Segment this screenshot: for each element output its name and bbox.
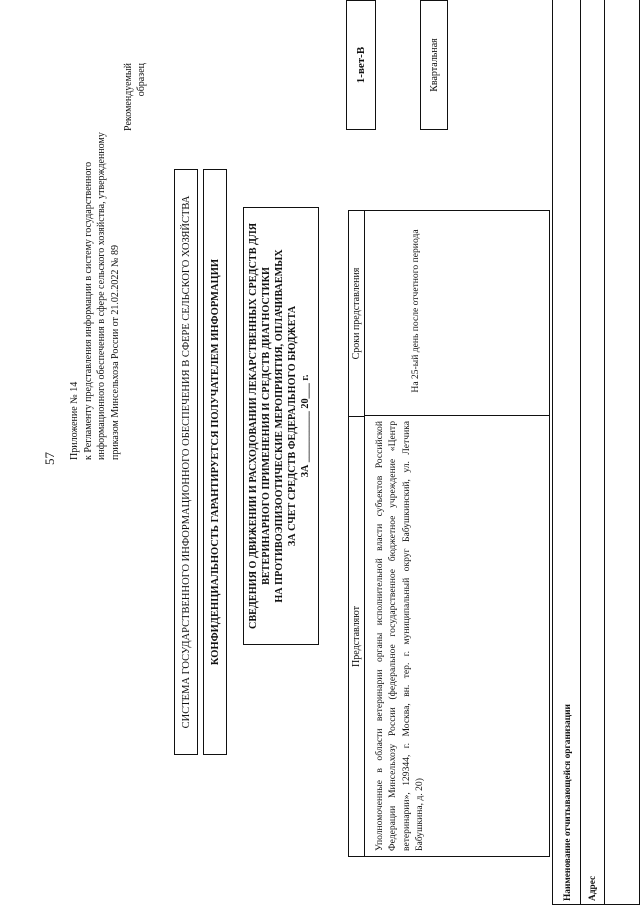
deadline-cell: На 25-ый день после отчетного периода xyxy=(410,229,421,393)
column-divider xyxy=(365,415,549,416)
report-title-line: ЗА СЧЕТ СРЕДСТВ ФЕДЕРАЛЬНОГО БЮДЖЕТА xyxy=(287,305,298,547)
system-title: СИСТЕМА ГОСУДАРСТВЕННОГО ИНФОРМАЦИОННОГО ОБЕСПЕЧЕНИЯ В СФЕРЕ СЕЛЬСКОГО ХОЗЯЙСТВА xyxy=(180,195,192,729)
appendix-line: Приложение № 14 xyxy=(69,381,80,460)
report-title-line: НА ПРОТИВОЭПИЗООТИЧЕСКИЕ МЕРОПРИЯТИЯ, ОПЛАЧИВАЕМЫХ xyxy=(274,249,285,603)
form-code: 1-вет-В xyxy=(355,46,367,84)
submission-table xyxy=(348,210,550,857)
report-title-box xyxy=(243,207,319,645)
appendix-line: информационного обеспечения в сфере сельского хозяйства, утвержденному xyxy=(96,132,107,460)
periodicity: Квартальная xyxy=(428,38,440,92)
system-title-box xyxy=(174,169,198,755)
address-row xyxy=(580,0,604,905)
blank-row xyxy=(604,0,640,905)
periodicity-box xyxy=(420,0,448,130)
form-code-box xyxy=(346,0,376,130)
organization-block xyxy=(552,0,640,905)
report-title-line: ВЕТЕРИНАРНОГО ПРИМЕНЕНИЯ И СРЕДСТВ ДИАГНОСТИКИ xyxy=(261,267,272,585)
org-name-row xyxy=(552,0,580,905)
appendix-note xyxy=(68,60,122,460)
report-title-line: СВЕДЕНИЯ О ДВИЖЕНИИ И РАСХОДОВАНИИ ЛЕКАРСТВЕННЫХ СРЕДСТВ ДЛЯ xyxy=(248,222,259,630)
col-header-submitters: Представляют xyxy=(349,416,365,856)
col-header-deadlines: Сроки представления xyxy=(349,211,365,416)
report-period-line: ЗА __________ 20___ г. xyxy=(300,374,311,478)
page-number: 57 xyxy=(42,452,57,465)
appendix-line: к Регламенту представления информации в систему государственного xyxy=(82,161,94,460)
confidentiality-box xyxy=(203,169,227,755)
confidentiality-text: КОНФИДЕНЦИАЛЬНОСТЬ ГАРАНТИРУЕТСЯ ПОЛУЧАТЕЛЕМ ИНФОРМАЦИИ xyxy=(209,258,221,666)
recommended-sample-label: Рекомендуемый образец xyxy=(123,63,147,131)
address-label: Адрес xyxy=(588,875,598,901)
org-name-label: Наименование отчитывающейся организации xyxy=(563,704,573,901)
submitters-cell: Уполномоченные в области ветеринарии органы исполнительной власти субъектов Российской Федерации Минсельхозу России (федеральное государственное бюджетное учреждение «Центр ветеринарии», 129344, г. Москва, вн. тер. г. муниципальный округ Бабушкинский, ул. Летчика Бабушкина, д. 20) xyxy=(374,421,426,851)
appendix-line: приказом Минсельхоза России от 21.02.2022 № 89 xyxy=(109,245,121,460)
